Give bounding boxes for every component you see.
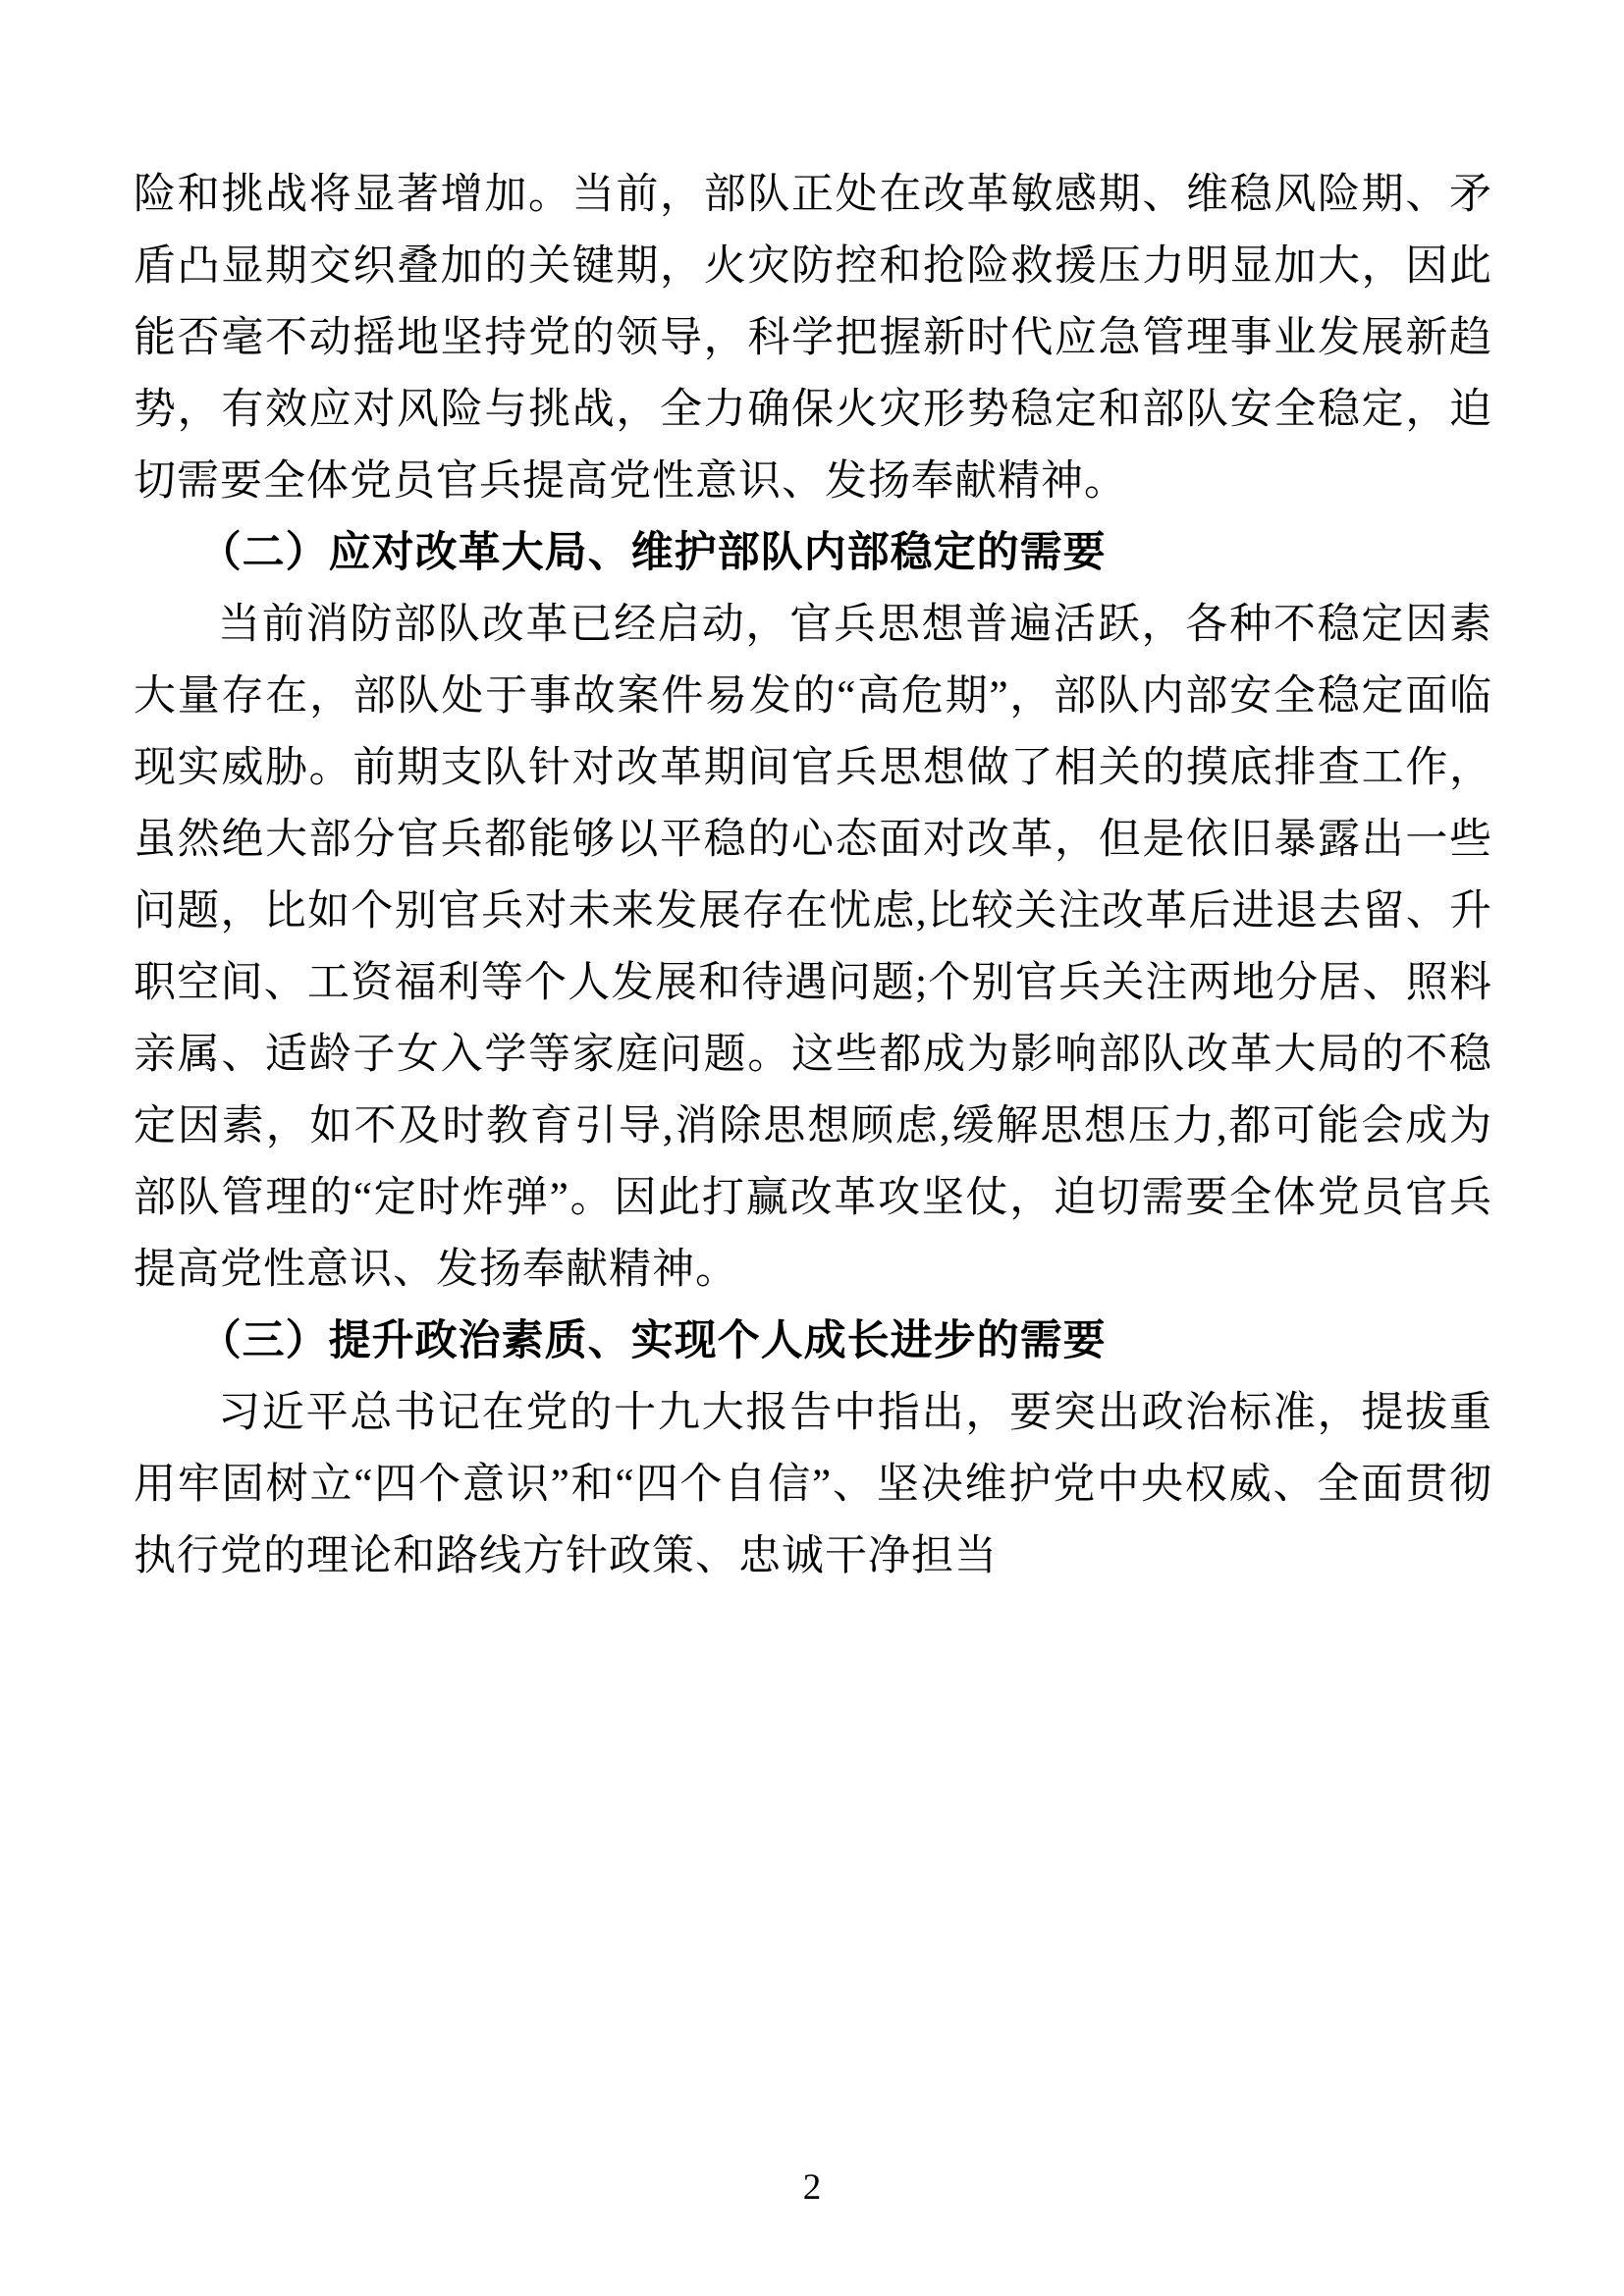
page-number: 2: [802, 2167, 822, 2208]
document-content: [134, 159, 1492, 1592]
section-heading-3: （三）提升政治素质、实现个人成长进步的需要: [198, 1317, 1107, 1364]
section-heading-2: （二）应对改革大局、维护部队内部稳定的需要: [198, 529, 1107, 576]
paragraph: 习近平总书记在党的十九大报告中指出，要突出政治标准，提拔重用牢固树立“四个意识”和“四个自信”、坚决维护党中央权威、全面贯彻执行党的理论和路线方针政策、忠诚干净担当: [134, 1390, 1492, 1579]
paragraph-continuation: 险和挑战将显著增加。当前，部队正处在改革敏感期、维稳风险期、矛盾凸显期交织叠加的关键期，火灾防控和抢险救援压力明显加大，因此能否毫不动摇地坚持党的领导，科学把握新时代应急管理事业发展新趋势，有效应对风险与挑战，全力确保火灾形势稳定和部队安全稳定，迫切需要全体党员官兵提高党性意识、发扬奉献精神。: [134, 172, 1492, 505]
paragraph: 当前消防部队改革已经启动，官兵思想普遍活跃，各种不稳定因素大量存在，部队处于事故案件易发的“高危期”，部队内部安全稳定面临现实威胁。前期支队针对改革期间官兵思想做了相关的摸底排查工作，虽然绝大部分官兵都能够以平稳的心态面对改革，但是依旧暴露出一些问题，比如个别官兵对未来发展存在忧虑,比较关注改革后进退去留、升职空间、工资福利等个人发展和待遇问题;个别官兵关注两地分居、照料亲属、适龄子女入学等家庭问题。这些都成为影响部队改革大局的不稳定因素，如不及时教育引导,消除思想顾虑,缓解思想压力,都可能会成为部队管理的“定时炸弹”。因此打赢改革攻坚仗，迫切需要全体党员官兵提高党性意识、发扬奉献精神。: [134, 602, 1492, 1293]
